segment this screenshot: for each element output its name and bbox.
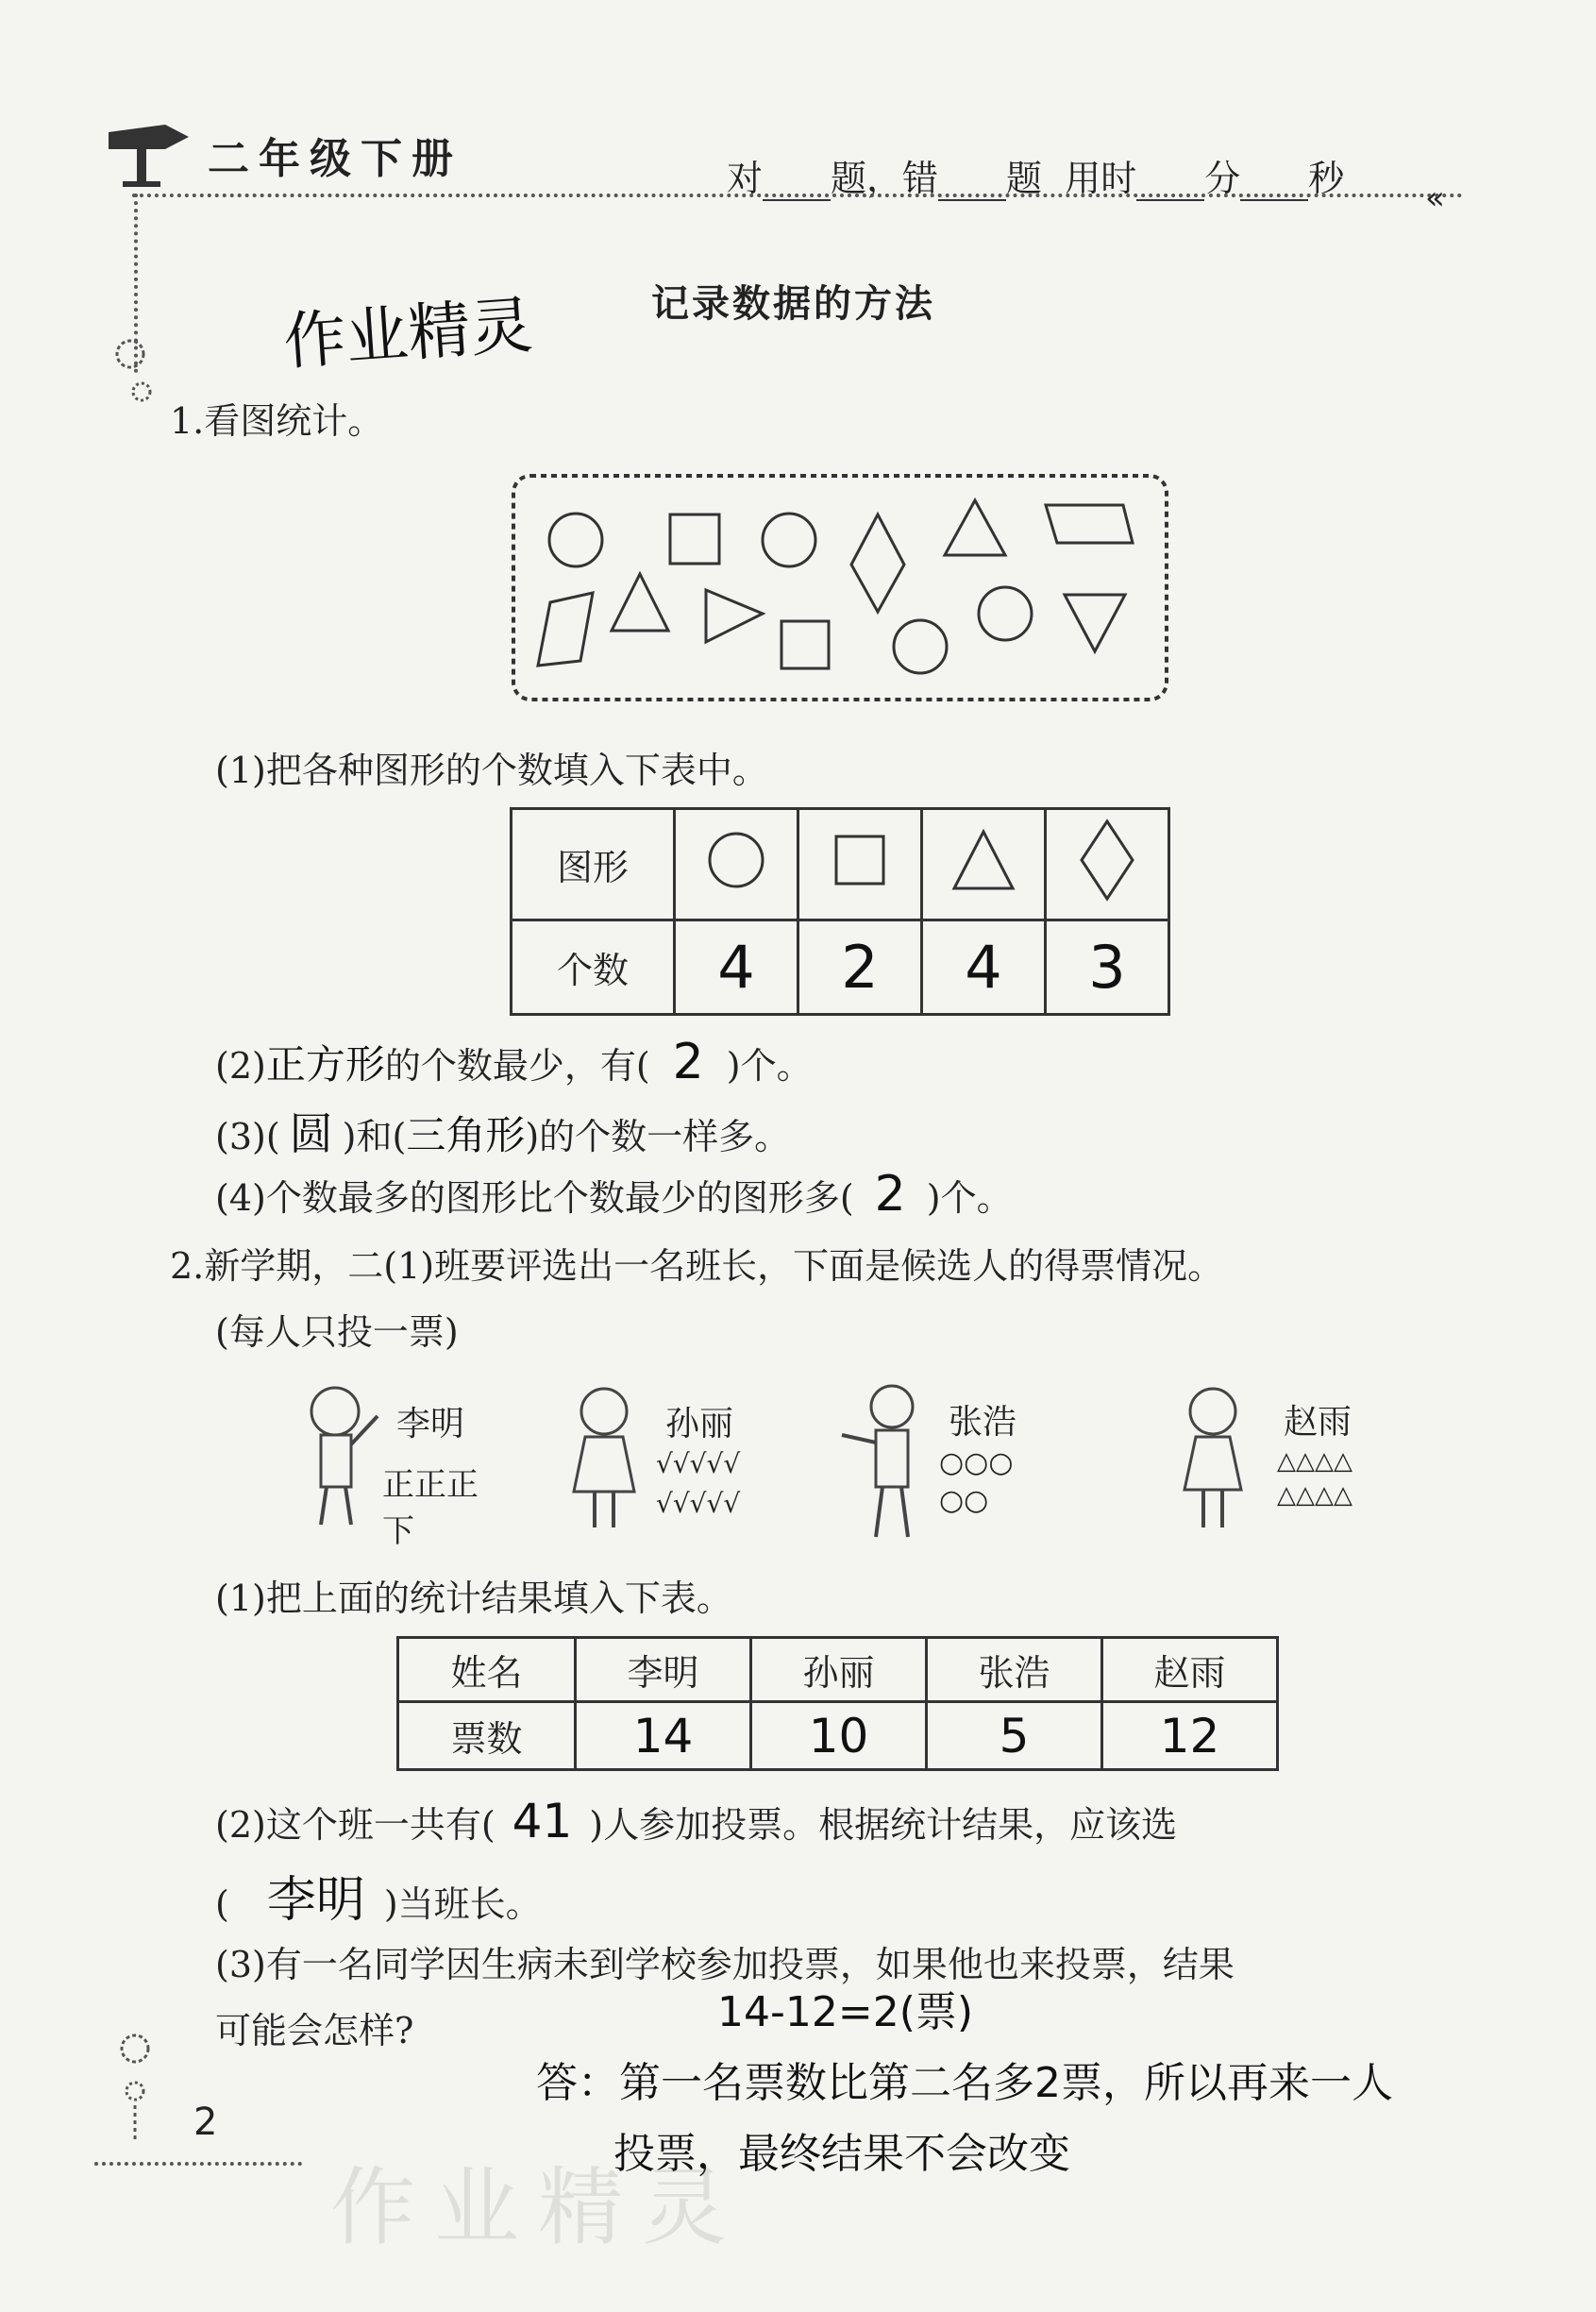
circle-shape (979, 587, 1032, 640)
square-shape (670, 515, 719, 564)
answer-total-voters[interactable]: 41 (512, 1794, 573, 1848)
candidate-tally: △△△△ △△△△ (1277, 1447, 1352, 1510)
header-candidate: 张浩 (927, 1638, 1102, 1702)
candidate-name: 孙丽 (665, 1405, 734, 1443)
shape-count-table (510, 807, 1170, 1016)
handwritten-calculation: 14-12=2(票) (717, 1988, 974, 2036)
vote-table (396, 1636, 1279, 1771)
flower-ornament-icon (111, 335, 159, 411)
answer-equal-shape-1[interactable]: 圆 (289, 1108, 333, 1159)
circle-shape (894, 620, 947, 673)
watermark: 作业精灵 (330, 2158, 746, 2257)
q1-sub4: (4)个数最多的图形比个数最少的图形多( 2 )个。 (215, 1166, 1013, 1223)
flower-ornament-icon (111, 2030, 159, 2143)
square-shape (781, 621, 829, 668)
header-candidate: 赵雨 (1102, 1638, 1278, 1702)
header-divider (132, 194, 1463, 197)
votes-zhanghao[interactable]: 5 (927, 1702, 1102, 1770)
circle-shape (549, 514, 602, 566)
boy-avatar-icon (831, 1378, 934, 1544)
triangle-cell (922, 809, 1046, 920)
double-chevron-icon: « (1425, 179, 1445, 217)
header-candidate: 孙丽 (751, 1638, 927, 1702)
handwritten-answer-line1[interactable]: 答：第一名票数比第二名多2票，所以再来一人 (536, 2059, 1393, 2107)
handwritten-answer-line2[interactable]: 投票，最终结果不会改变 (613, 2130, 1070, 2178)
q1-sub1: (1)把各种图形的个数填入下表中。 (215, 750, 768, 791)
circle-cell (675, 809, 798, 920)
triangle-icon (950, 827, 1016, 893)
square-cell (798, 809, 922, 920)
count-circle[interactable]: 4 (675, 920, 798, 1015)
row-label-votes: 票数 (398, 1702, 576, 1770)
q2-sub1: (1)把上面的统计结果填入下表。 (215, 1578, 732, 1619)
answer-least-count[interactable]: 2 (672, 1034, 704, 1090)
header-candidate: 李明 (576, 1638, 751, 1702)
girl-avatar-icon (566, 1378, 651, 1534)
score-tally-bar: 对 题，错 题 用时 分 秒 (727, 158, 1345, 199)
votes-sunli[interactable]: 10 (751, 1702, 927, 1770)
q1-sub2: (2)正方形的个数最少，有( 2 )个。 (215, 1034, 813, 1090)
answer-difference[interactable]: 2 (874, 1166, 906, 1223)
square-icon (827, 827, 893, 893)
header-name: 姓名 (398, 1638, 576, 1702)
candidate-name: 张浩 (949, 1403, 1017, 1442)
q1-title: 1.看图统计。 (170, 400, 384, 442)
count-square[interactable]: 2 (798, 920, 922, 1015)
signpost-icon (99, 104, 203, 189)
diamond-icon (1074, 818, 1140, 903)
answer-equal-shape-2[interactable]: 三角形 (406, 1112, 526, 1158)
candidate-tally: 正正正下 (382, 1466, 479, 1550)
triangle-shape (612, 574, 668, 631)
row-label-shape: 图形 (512, 809, 675, 920)
shapes-panel (510, 472, 1170, 703)
q2-sub3-line1: (3)有一名同学因生病未到学校参加投票，如果他也来投票，结果 (215, 1944, 1235, 1985)
votes-limimg[interactable]: 14 (576, 1702, 751, 1770)
candidate-tally: ○○○ ○○ (939, 1446, 1014, 1517)
answer-class-leader[interactable]: 李明 (266, 1872, 365, 1929)
q2-title: 2.新学期，二(1)班要评选出一名班长，下面是候选人的得票情况。 (170, 1245, 1224, 1287)
count-triangle[interactable]: 4 (922, 920, 1046, 1015)
diamond-shape (851, 515, 904, 612)
candidate-limimg (293, 1378, 500, 1550)
candidate-zhaoyu (1175, 1378, 1402, 1539)
row-label-count: 个数 (512, 920, 675, 1015)
votes-zhaoyu[interactable]: 12 (1102, 1702, 1278, 1770)
diamond-cell (1046, 809, 1169, 920)
parallelogram-shape (1046, 505, 1133, 543)
q1-sub3: (3)( 圆 )和(三角形)的个数一样多。 (215, 1108, 791, 1159)
candidate-sunli (566, 1378, 812, 1539)
q2-sub3-line2: 可能会怎样? (215, 2010, 414, 2051)
answer-least-shape[interactable]: 正方形 (265, 1041, 385, 1088)
q2-sub2-line1: (2)这个班一共有( 41 )人参加投票。根据统计结果，应该选 (215, 1794, 1178, 1848)
grade-label: 二年级下册 (208, 135, 462, 183)
triangle-right-shape (706, 590, 763, 642)
circle-shape (763, 514, 815, 566)
triangle-shape (945, 500, 1005, 555)
count-diamond[interactable]: 3 (1046, 920, 1169, 1015)
candidate-name: 李明 (396, 1405, 465, 1443)
candidate-tally: √√√√√ √√√√√ (656, 1448, 741, 1519)
parallelogram-shape (538, 593, 593, 666)
handwritten-title: 作业精灵 (281, 288, 535, 380)
triangle-down-shape (1065, 595, 1125, 651)
page-number: 2 (193, 2101, 218, 2144)
girl-avatar-icon (1175, 1378, 1260, 1534)
candidate-name: 赵雨 (1284, 1403, 1352, 1442)
footer-divider (94, 2162, 302, 2166)
boy-avatar-icon (293, 1378, 387, 1534)
q2-note: (每人只投一票) (215, 1311, 459, 1353)
candidate-zhanghao (831, 1378, 1038, 1548)
circle-icon (703, 827, 769, 893)
q2-sub2-line2: ( 李明 )当班长。 (215, 1872, 542, 1929)
section-title: 记录数据的方法 (651, 282, 935, 326)
